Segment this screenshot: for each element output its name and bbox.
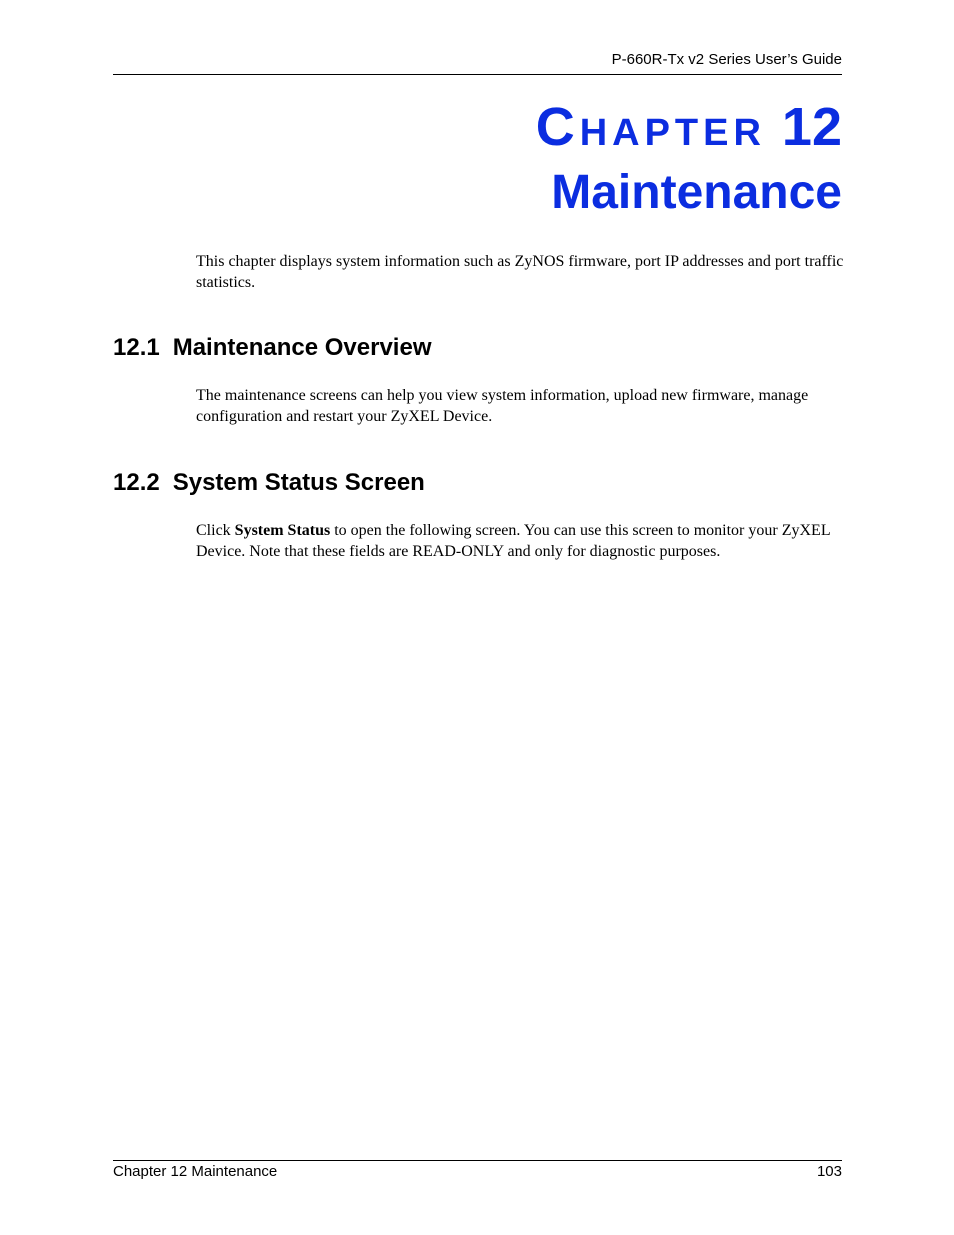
chapter-label — [535, 97, 842, 157]
system-status-paragraph — [196, 520, 844, 562]
chapter-word-initial: C — [535, 97, 580, 157]
section-heading-system-status-screen — [113, 469, 425, 497]
section-title: Maintenance Overview — [172, 334, 432, 361]
page-number: 103 — [816, 1163, 842, 1180]
page-footer — [113, 1160, 842, 1180]
intro-paragraph: This chapter displays system information such as ZyNOS firmware, port IP addresses and port traffic statistics. — [196, 253, 844, 291]
chapter-number: 12 — [781, 97, 842, 157]
maintenance-overview-paragraph: The maintenance screens can help you view system information, upload new firmware, manage configuration and restart your ZyXEL Device. — [196, 387, 809, 425]
system-status-menu-reference: System Status — [234, 522, 331, 539]
section-number: 12.2 — [113, 469, 160, 496]
chapter-word-rest: HAPTER — [579, 112, 766, 154]
footer-chapter-name: Chapter 12 Maintenance — [113, 1163, 278, 1180]
chapter-title: Maintenance — [551, 166, 842, 219]
page-header — [113, 50, 842, 75]
paragraph-text: Click — [196, 522, 235, 539]
guide-title: P-660R-Tx v2 Series User’s Guide — [611, 51, 842, 68]
chapter-word — [536, 97, 766, 157]
section-heading-maintenance-overview — [113, 334, 432, 362]
paragraph-text: to open the following screen. You can use this screen to monitor your ZyXEL Device. Note that these fields are READ-ONLY and only for diagnostic purposes. — [196, 522, 830, 560]
section-number: 12.1 — [113, 334, 160, 361]
section-title: System Status Screen — [172, 469, 425, 496]
